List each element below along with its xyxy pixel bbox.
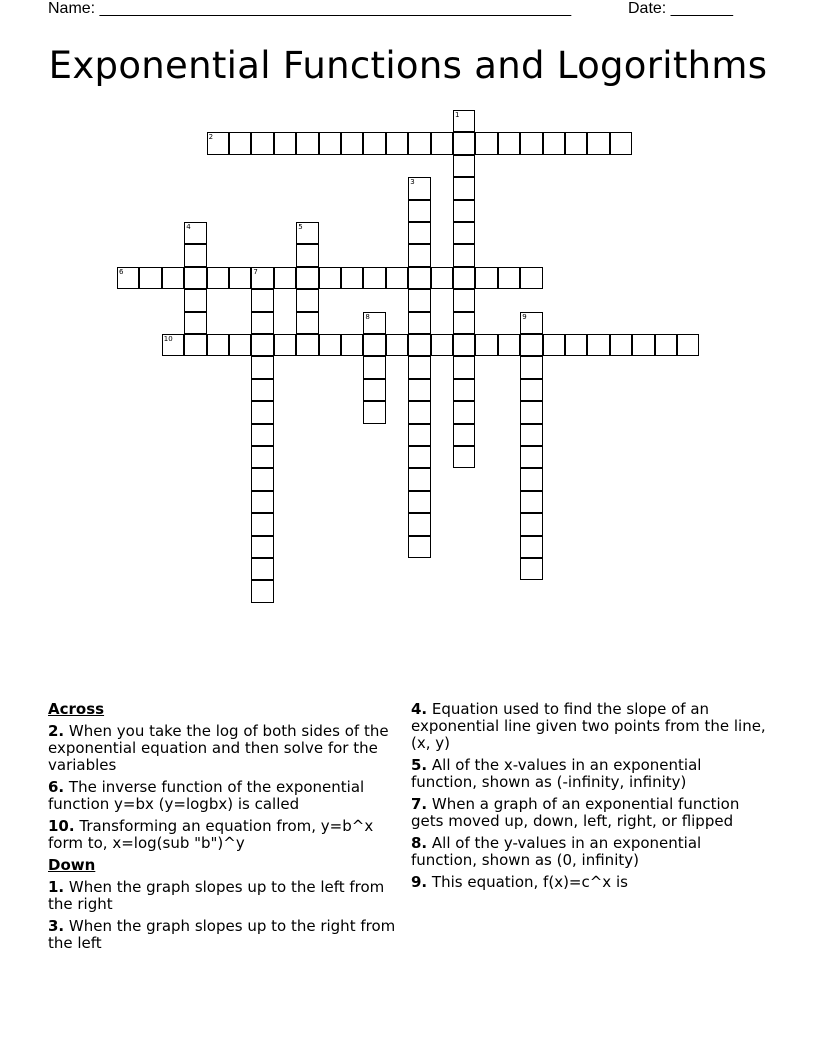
crossword-cell[interactable] — [408, 536, 430, 558]
crossword-cell[interactable] — [319, 132, 341, 154]
crossword-cell[interactable] — [453, 312, 475, 334]
crossword-cell[interactable] — [453, 222, 475, 244]
crossword-cell[interactable] — [431, 267, 453, 289]
crossword-cell[interactable] — [274, 267, 296, 289]
crossword-cell[interactable] — [207, 132, 229, 154]
crossword-cell[interactable] — [251, 446, 273, 468]
clue-number: 4. — [411, 700, 428, 718]
crossword-cell[interactable] — [386, 132, 408, 154]
crossword-cell[interactable] — [341, 334, 363, 356]
clue-text: When you take the log of both sides of the exponential equation and then solve for the variables — [48, 722, 389, 774]
crossword-cell[interactable] — [319, 267, 341, 289]
crossword-cell[interactable] — [587, 132, 609, 154]
crossword-cell[interactable] — [498, 267, 520, 289]
crossword-cell[interactable] — [341, 132, 363, 154]
clue-number: 2. — [48, 722, 65, 740]
crossword-cell[interactable] — [520, 334, 542, 356]
crossword-cell[interactable] — [251, 536, 273, 558]
crossword-cell[interactable] — [251, 379, 273, 401]
crossword-cell[interactable] — [251, 491, 273, 513]
across-heading: Across — [48, 700, 105, 718]
cell-number: 9 — [522, 312, 527, 321]
crossword-cell[interactable] — [453, 334, 475, 356]
crossword-cell[interactable] — [408, 356, 430, 378]
crossword-cell[interactable] — [251, 401, 273, 423]
crossword-cell[interactable] — [184, 289, 206, 311]
crossword-cell[interactable] — [341, 267, 363, 289]
cell-number: 2 — [208, 133, 214, 142]
crossword-cell[interactable] — [520, 132, 542, 154]
crossword-cell[interactable] — [408, 401, 430, 423]
cell-number: 10 — [163, 335, 173, 343]
crossword-cell[interactable] — [251, 468, 273, 490]
crossword-cell[interactable] — [386, 334, 408, 356]
crossword-cell[interactable] — [319, 334, 341, 356]
clue-text: All of the y-values in an exponential function, shown as (0, infinity) — [411, 834, 702, 869]
crossword-cell[interactable] — [520, 468, 542, 490]
clue-text: Transforming an equation from, y=b^x form to, x=log(sub "b")^y — [48, 817, 374, 852]
crossword-cell[interactable] — [520, 558, 542, 580]
clue-across-10 — [48, 818, 398, 852]
cell-number: 8 — [365, 312, 370, 321]
clue-text: All of the x-values in an exponential function, shown as (-infinity, infinity) — [411, 756, 702, 791]
name-field[interactable]: Name: _____________________________________________________ — [48, 0, 572, 17]
clue-number: 1. — [48, 878, 65, 896]
crossword-cell[interactable] — [453, 155, 475, 177]
crossword-cell[interactable] — [520, 379, 542, 401]
cell-number: 5 — [298, 223, 303, 231]
crossword-cell[interactable] — [117, 267, 139, 289]
clue-text: The inverse function of the exponential function y=bx (y=logbx) is called — [48, 778, 365, 813]
crossword-cell[interactable] — [632, 334, 654, 356]
crossword-cell[interactable] — [408, 222, 430, 244]
crossword-cell[interactable] — [520, 312, 542, 334]
crossword-cell[interactable] — [475, 334, 497, 356]
crossword-cell[interactable] — [251, 289, 273, 311]
crossword-cell[interactable] — [453, 424, 475, 446]
crossword-cell[interactable] — [520, 513, 542, 535]
crossword-cell[interactable] — [363, 334, 385, 356]
crossword-cell[interactable] — [520, 401, 542, 423]
crossword-cell[interactable] — [565, 334, 587, 356]
crossword-cell[interactable] — [251, 356, 273, 378]
clue-number: 10. — [48, 817, 75, 835]
crossword-cell[interactable] — [162, 267, 184, 289]
crossword-cell[interactable] — [453, 200, 475, 222]
crossword-cell[interactable] — [184, 312, 206, 334]
clues-right-column — [411, 701, 771, 896]
crossword-cell[interactable] — [251, 312, 273, 334]
crossword-cell[interactable] — [408, 468, 430, 490]
crossword-cell[interactable] — [408, 334, 430, 356]
crossword-cell[interactable] — [408, 267, 430, 289]
crossword-cell[interactable] — [498, 334, 520, 356]
crossword-cell[interactable] — [655, 334, 677, 356]
crossword-cell[interactable] — [498, 132, 520, 154]
crossword-cell[interactable] — [229, 334, 251, 356]
crossword-cell[interactable] — [408, 491, 430, 513]
crossword-cell[interactable] — [408, 177, 430, 199]
crossword-cell[interactable] — [677, 334, 699, 356]
crossword-cell[interactable] — [184, 244, 206, 266]
crossword-cell[interactable] — [453, 177, 475, 199]
crossword-cell[interactable] — [520, 356, 542, 378]
crossword-cell[interactable] — [408, 200, 430, 222]
clue-number: 7. — [411, 795, 428, 813]
clue-down-4 — [411, 701, 771, 752]
clue-text: When the graph slopes up to the right from the left — [48, 917, 396, 952]
crossword-cell[interactable] — [453, 289, 475, 311]
cell-number: 3 — [410, 178, 415, 187]
crossword-cell[interactable] — [453, 446, 475, 468]
crossword-cell[interactable] — [296, 312, 318, 334]
crossword-cell[interactable] — [296, 132, 318, 154]
crossword-cell[interactable] — [431, 334, 453, 356]
clue-number: 3. — [48, 917, 65, 935]
clue-number: 9. — [411, 873, 428, 891]
crossword-cell[interactable] — [610, 334, 632, 356]
clue-text: When the graph slopes up to the left from the right — [48, 878, 385, 913]
crossword-cell[interactable] — [229, 132, 251, 154]
crossword-cell[interactable] — [363, 312, 385, 334]
cell-number: 1 — [455, 111, 460, 119]
crossword-cell[interactable] — [453, 267, 475, 289]
crossword-cell[interactable] — [587, 334, 609, 356]
page-title: Exponential Functions and Logorithms — [48, 44, 768, 87]
crossword-cell[interactable] — [520, 446, 542, 468]
cell-number: 7 — [253, 267, 258, 276]
crossword-cell[interactable] — [184, 334, 206, 356]
crossword-cell[interactable] — [251, 558, 273, 580]
crossword-cell[interactable] — [408, 513, 430, 535]
crossword-cell[interactable] — [408, 379, 430, 401]
clue-text: Equation used to find the slope of an exponential line given two points from the line, (x, y) — [411, 700, 766, 752]
cell-number: 6 — [119, 267, 124, 276]
crossword-cell[interactable] — [296, 244, 318, 266]
crossword-cell[interactable] — [251, 424, 273, 446]
crossword-cell[interactable] — [520, 536, 542, 558]
clue-down-7 — [411, 796, 771, 830]
crossword-cell[interactable] — [408, 312, 430, 334]
clue-down-1 — [48, 879, 398, 913]
crossword-cell[interactable] — [296, 267, 318, 289]
crossword-cell[interactable] — [453, 401, 475, 423]
crossword-cell[interactable] — [408, 289, 430, 311]
crossword-cell[interactable] — [207, 267, 229, 289]
crossword-cell[interactable] — [363, 401, 385, 423]
crossword-cell[interactable] — [520, 267, 542, 289]
crossword-cell[interactable] — [363, 267, 385, 289]
crossword-cell[interactable] — [184, 222, 206, 244]
crossword-cell[interactable] — [274, 132, 296, 154]
crossword-cell[interactable] — [408, 132, 430, 154]
clue-down-5 — [411, 757, 771, 791]
crossword-cell[interactable] — [162, 334, 184, 356]
crossword-cell[interactable] — [520, 424, 542, 446]
clue-text: When a graph of an exponential function gets moved up, down, left, right, or flipped — [411, 795, 740, 830]
clue-down-8 — [411, 835, 771, 869]
clue-across-2 — [48, 723, 398, 774]
clue-across-6 — [48, 779, 398, 813]
crossword-cell[interactable] — [453, 356, 475, 378]
down-heading: Down — [48, 856, 96, 874]
crossword-cell[interactable] — [251, 513, 273, 535]
crossword-cell[interactable] — [453, 379, 475, 401]
date-field[interactable]: Date: _______ — [628, 0, 733, 17]
clue-number: 6. — [48, 778, 65, 796]
crossword-cell[interactable] — [296, 334, 318, 356]
crossword-cell[interactable] — [475, 267, 497, 289]
crossword-cell[interactable] — [453, 244, 475, 266]
crossword-cell[interactable] — [453, 132, 475, 154]
crossword-cell[interactable] — [251, 132, 273, 154]
crossword-cell[interactable] — [229, 267, 251, 289]
crossword-cell[interactable] — [251, 267, 273, 289]
crossword-cell[interactable] — [386, 267, 408, 289]
clues-left-column — [48, 701, 398, 957]
crossword-cell[interactable] — [251, 580, 273, 602]
crossword-cell[interactable] — [363, 132, 385, 154]
crossword-cell[interactable] — [543, 334, 565, 356]
crossword-cell[interactable] — [408, 244, 430, 266]
crossword-cell[interactable] — [274, 334, 296, 356]
cell-number: 4 — [186, 223, 191, 231]
crossword-cell[interactable] — [363, 379, 385, 401]
crossword-cell[interactable] — [610, 132, 632, 154]
crossword-cell[interactable] — [139, 267, 161, 289]
crossword-cell[interactable] — [363, 356, 385, 378]
crossword-cell[interactable] — [296, 289, 318, 311]
clue-down-3 — [48, 918, 398, 952]
crossword-cell[interactable] — [207, 334, 229, 356]
crossword-cell[interactable] — [520, 491, 542, 513]
crossword-cell[interactable] — [408, 446, 430, 468]
crossword-cell[interactable] — [431, 132, 453, 154]
clue-number: 5. — [411, 756, 428, 774]
crossword-cell[interactable] — [475, 132, 497, 154]
crossword-cell[interactable] — [184, 267, 206, 289]
crossword-cell[interactable] — [408, 424, 430, 446]
crossword-cell[interactable] — [565, 132, 587, 154]
clue-text: This equation, f(x)=c^x is — [431, 873, 628, 891]
crossword-cell[interactable] — [453, 110, 475, 132]
clue-number: 8. — [411, 834, 428, 852]
crossword-cell[interactable] — [251, 334, 273, 356]
crossword-cell[interactable] — [296, 222, 318, 244]
crossword-cell[interactable] — [543, 132, 565, 154]
clue-down-9 — [411, 874, 771, 891]
